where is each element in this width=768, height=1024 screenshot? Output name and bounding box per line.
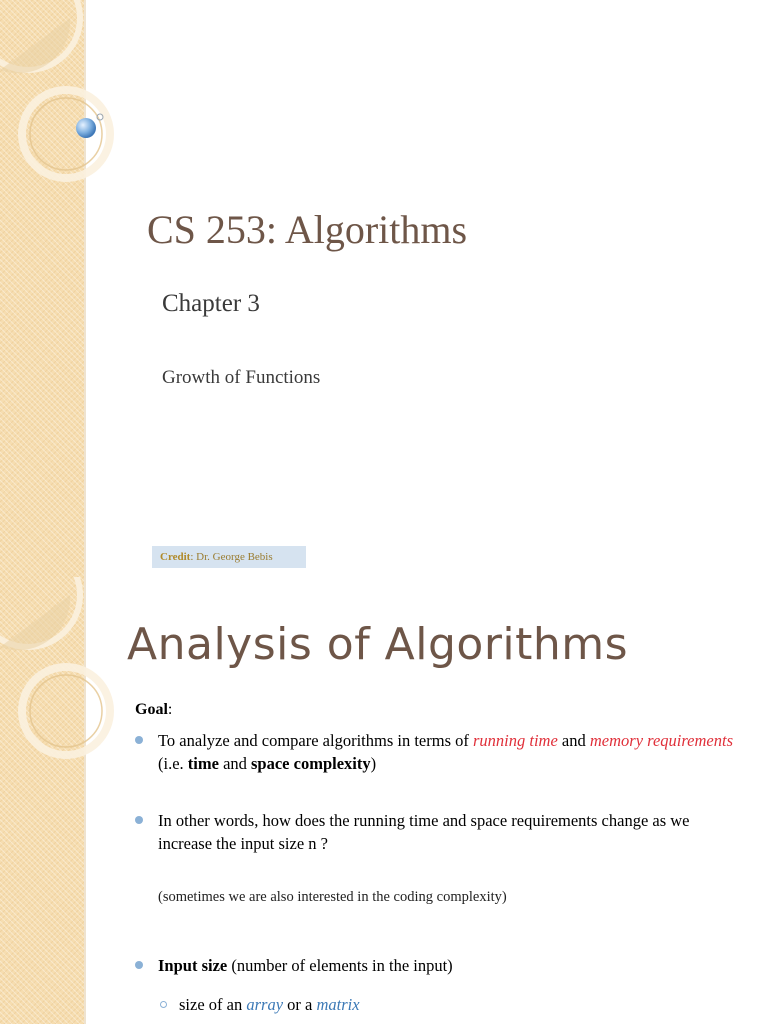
slide-title: CS 253: Algorithms (147, 207, 468, 252)
content-slide (0, 577, 768, 1024)
bullet-icon (135, 816, 143, 824)
blue-sphere-icon (76, 118, 96, 138)
slide-title: Analysis of Algorithms (127, 619, 629, 670)
topic-label: Growth of Functions (162, 367, 321, 388)
bullet-other-words: In other words, how does the running time and space requirements change as we increase the input size n ? (135, 809, 735, 855)
coding-complexity-note: (sometimes we are also interested in the coding complexity) (158, 889, 507, 905)
bullet-icon (135, 736, 143, 744)
decorative-rings (0, 577, 110, 777)
decorative-rings (0, 0, 110, 200)
bullet-input-size: Input size (number of elements in the input) (135, 954, 735, 977)
chapter-label: Chapter 3 (162, 290, 260, 317)
sub-bullet-icon (160, 1001, 167, 1008)
bullet-analyze: To analyze and compare algorithms in terms of running time and memory requirements (i.e. time and space complexity) (135, 729, 735, 775)
credit-name: : Dr. George Bebis (190, 551, 273, 563)
sub-bullet-array: size of an array or a matrix (160, 995, 360, 1015)
credit-label: Credit (160, 551, 191, 563)
credit-box (152, 546, 306, 568)
bullet-icon (135, 961, 143, 969)
goal-heading: Goal: (135, 701, 173, 718)
